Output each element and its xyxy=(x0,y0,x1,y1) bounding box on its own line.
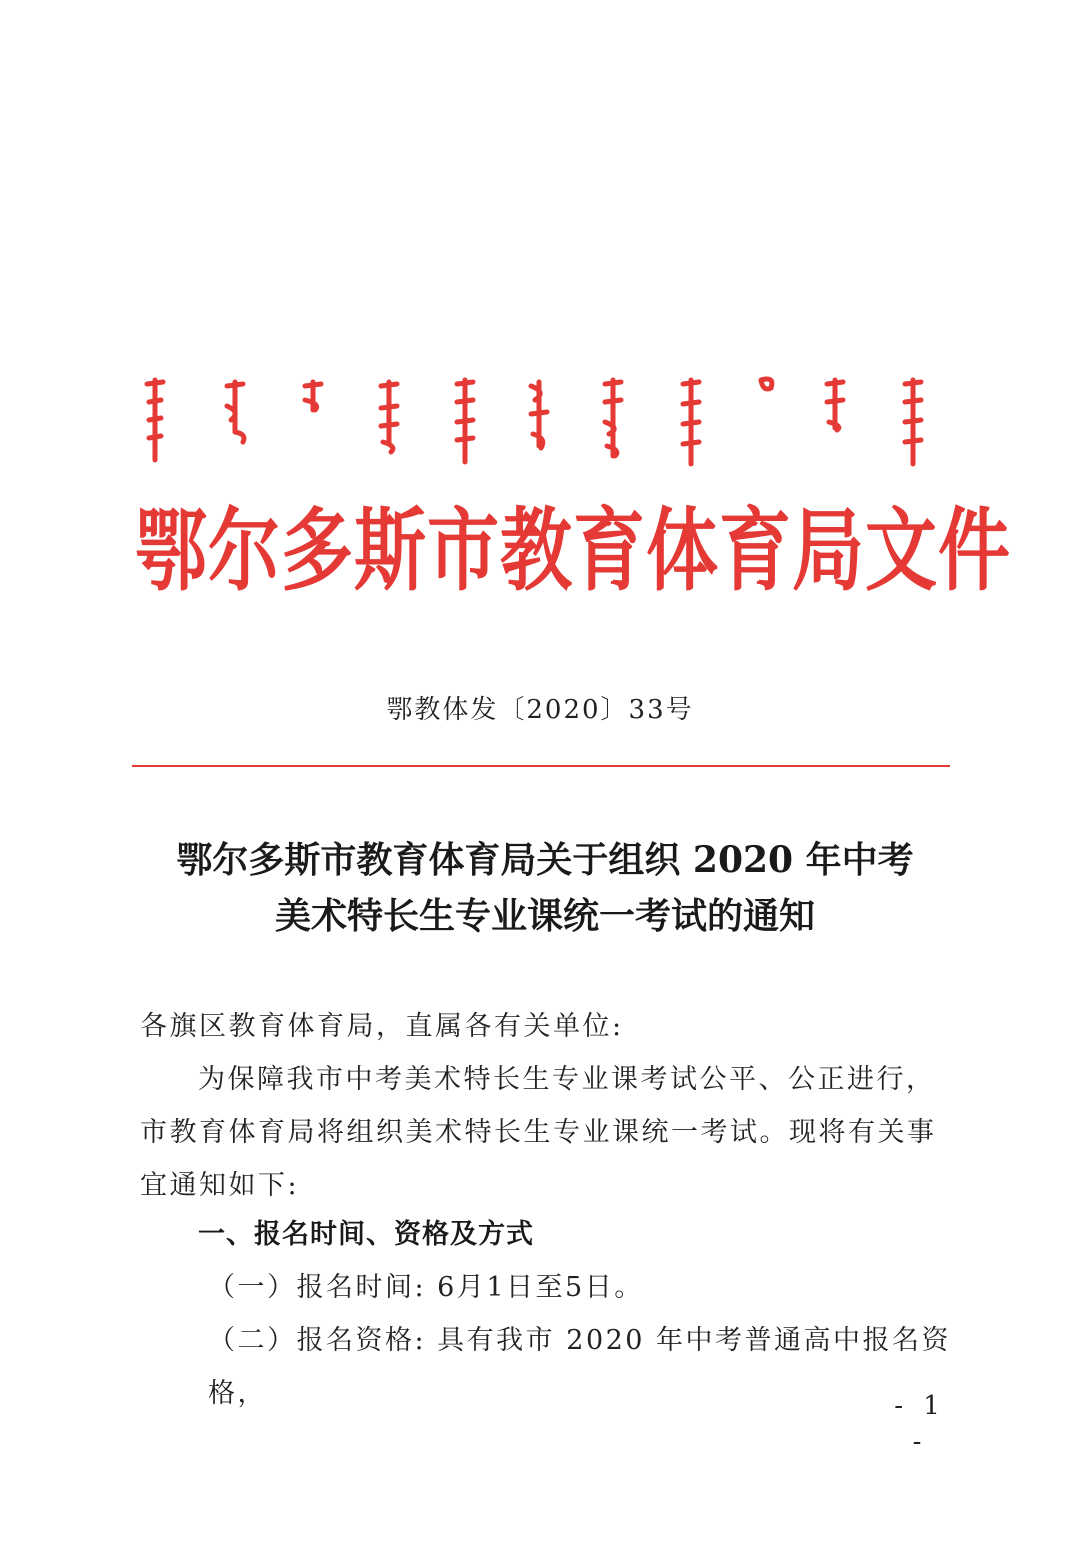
document-number: 鄂教体发〔2020〕33号 xyxy=(386,695,694,725)
salutation: 各旗区教育体育局，直属各有关单位: xyxy=(140,1011,624,1042)
red-divider-line xyxy=(132,765,950,767)
document-title-line-1: 鄂尔多斯市教育体育局关于组织 2020 年中考 xyxy=(176,839,914,881)
document-title xyxy=(130,832,960,944)
page-number: - 1 - xyxy=(894,1391,946,1457)
section-1-item-2: （二）报名资格: 具有我市 2020 年中考普通高中报名资格， xyxy=(208,1325,952,1409)
section-1-heading: 一、报名时间、资格及方式 xyxy=(198,1219,534,1250)
intro-paragraph: 为保障我市中考美术特长生专业课考试公平、公正进行，市教育体育局将组织美术特长生专业课统一考试。现将有关事宜通知如下: xyxy=(140,1064,937,1201)
section-1-item-1: （一）报名时间: 6月1日至5日。 xyxy=(208,1272,644,1303)
mongolian-script-header-icon xyxy=(135,372,935,472)
document-title-line-2: 美术特长生专业课统一考试的通知 xyxy=(274,895,815,937)
issuer-header-title: 鄂尔多斯市教育体育局文件 xyxy=(135,497,1012,603)
